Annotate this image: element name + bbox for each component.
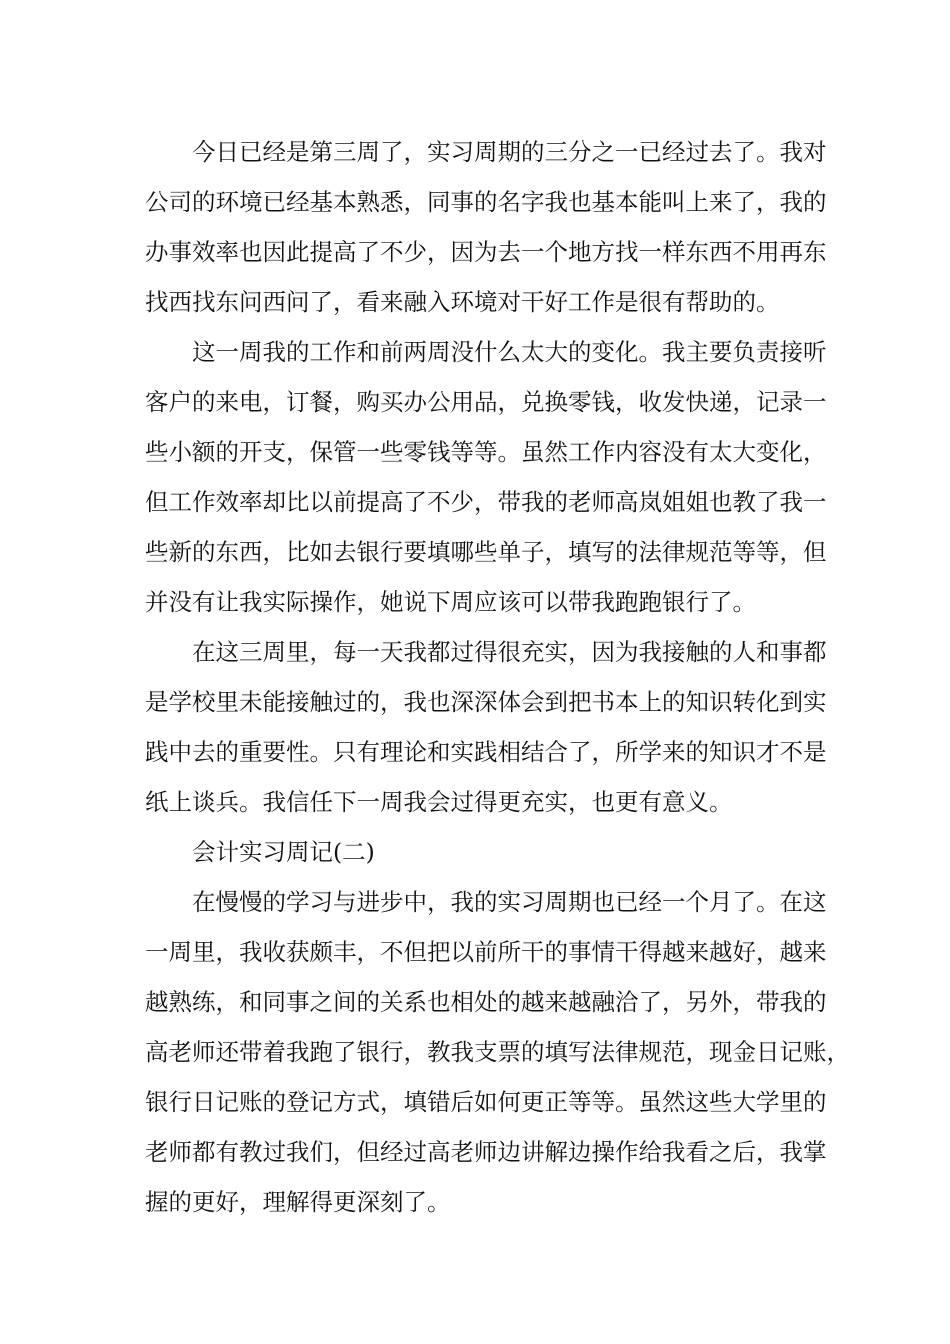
paragraph-4-line-6: 老师都有教过我们，但经过高老师边讲解边操作给我看之后，我掌 (145, 1138, 827, 1166)
paragraph-3-line-1: 在这三周里，每一天我都过得很充实，因为我接触的人和事都 (192, 638, 827, 666)
section-heading: 会计实习周记(二) (192, 838, 375, 866)
paragraph-4-line-1: 在慢慢的学习与进步中，我的实习周期也已经一个月了。在这 (192, 888, 827, 916)
paragraph-2-line-4: 但工作效率却比以前提高了不少，带我的老师高岚姐姐也教了我一 (145, 488, 827, 516)
paragraph-4-line-4: 高老师还带着我跑了银行，教我支票的填写法律规范，现金日记账， (145, 1038, 850, 1066)
paragraph-4-line-7: 握的更好，理解得更深刻了。 (145, 1188, 451, 1216)
paragraph-2-line-6: 并没有让我实际操作，她说下周应该可以带我跑跑银行了。 (145, 588, 756, 616)
paragraph-1-line-3: 办事效率也因此提高了不少，因为去一个地方找一样东西不用再东 (145, 238, 827, 266)
paragraph-3-line-2: 是学校里未能接触过的，我也深深体会到把书本上的知识转化到实 (145, 688, 827, 716)
paragraph-4-line-5: 银行日记账的登记方式，填错后如何更正等等。虽然这些大学里的 (145, 1088, 827, 1116)
paragraph-1-line-1: 今日已经是第三周了，实习周期的三分之一已经过去了。我对 (192, 138, 827, 166)
paragraph-2-line-2: 客户的来电，订餐，购买办公用品，兑换零钱，收发快递，记录一 (145, 388, 827, 416)
paragraph-3-line-4: 纸上谈兵。我信任下一周我会过得更充实，也更有意义。 (145, 788, 733, 816)
paragraph-2-line-5: 些新的东西，比如去银行要填哪些单子，填写的法律规范等等，但 (145, 538, 827, 566)
paragraph-3-line-3: 践中去的重要性。只有理论和实践相结合了，所学来的知识才不是 (145, 738, 827, 766)
paragraph-2-line-3: 些小额的开支，保管一些零钱等等。虽然工作内容没有太大变化， (145, 438, 827, 466)
paragraph-1-line-4: 找西找东问西问了，看来融入环境对干好工作是很有帮助的。 (145, 288, 780, 316)
paragraph-4-line-3: 越熟练，和同事之间的关系也相处的越来越融洽了，另外，带我的 (145, 988, 827, 1016)
paragraph-1-line-2: 公司的环境已经基本熟悉，同事的名字我也基本能叫上来了，我的 (145, 188, 827, 216)
paragraph-2-line-1: 这一周我的工作和前两周没什么太大的变化。我主要负责接听 (192, 338, 827, 366)
paragraph-4-line-2: 一周里，我收获颇丰，不但把以前所干的事情干得越来越好，越来 (145, 938, 827, 966)
